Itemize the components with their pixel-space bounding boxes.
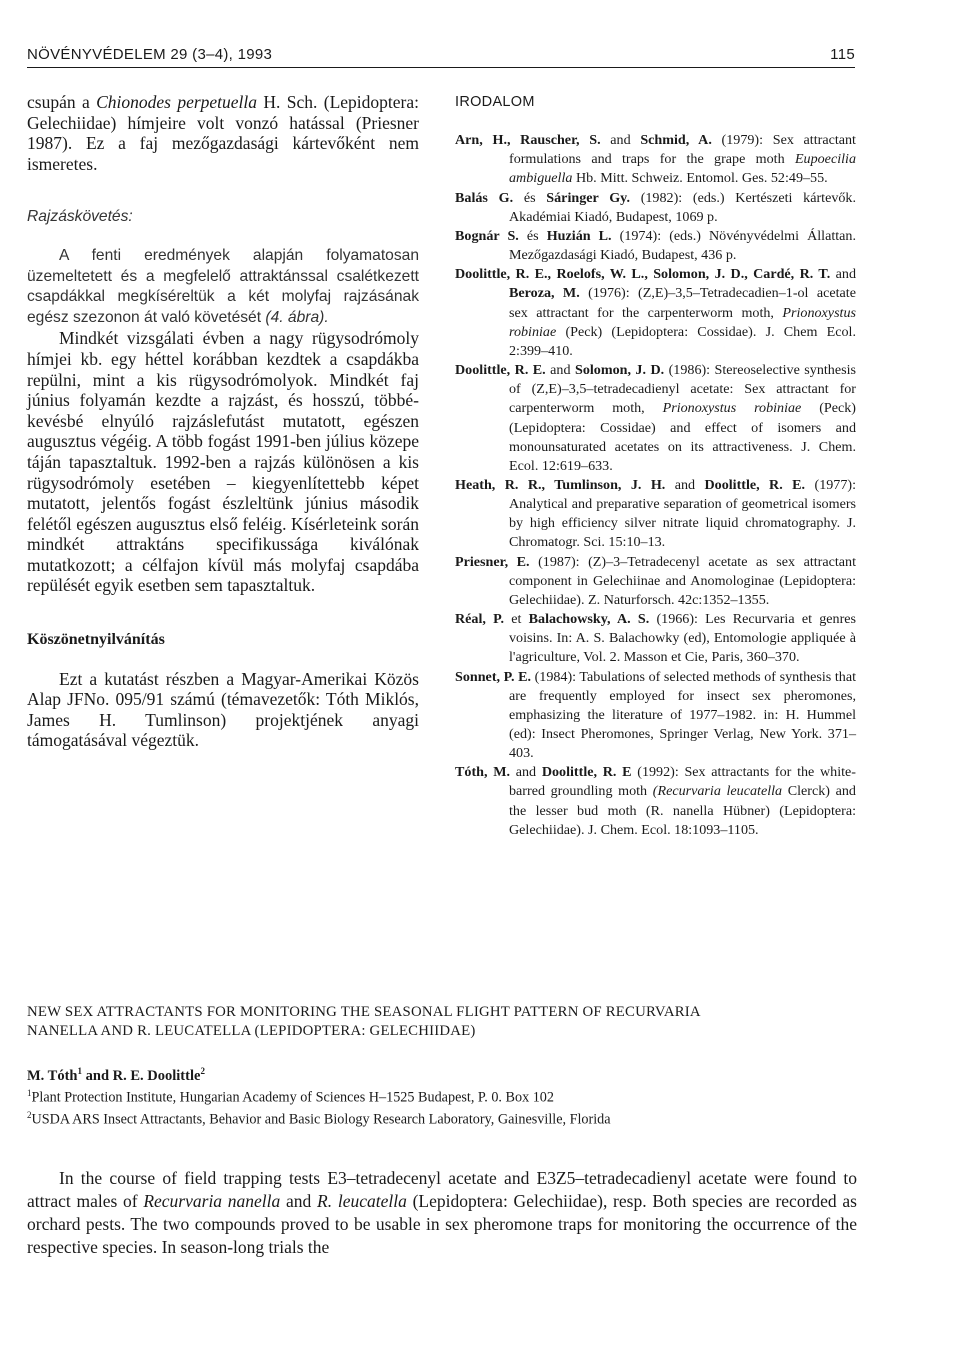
reference-text: (1992): Sex attractants for the white-barred groundling moth — [509, 764, 857, 800]
reference-text: (1974): (eds.) Növényvédelmi Állattan. Mezőgazdasági Kiadó, Budapest, 436 p. — [509, 227, 856, 264]
text-run: In the course of field trapping tests E3–tetradecenyl acetate and E3Z5–tetradecadienyl acetate were found to attract males of — [27, 1168, 857, 1212]
text-run: és — [513, 189, 547, 206]
text-run: és — [518, 227, 547, 244]
reference-authors: Huzián L. — [546, 227, 612, 244]
reference-italic: Eupoecilia ambiguella — [509, 151, 856, 187]
reference-authors: Sonnet, P. E. — [455, 668, 531, 685]
reference-item — [455, 189, 856, 227]
reference-text: (1987): (Z)–3–Tetradecenyl acetate as sex attractant component in Gelechiinae and Anomologinae (Lepidoptera: Gelechiidae). Z. Naturforsch. 42c:1352–1355. — [509, 553, 856, 608]
english-title-line: NEW SEX ATTRACTANTS FOR MONITORING THE SEASONAL FLIGHT PATTERN OF RECURVARIA — [27, 1004, 701, 1020]
references-title: IRODALOM — [455, 94, 535, 110]
reference-text: (1976): (Z,E)–3,5–Tetradecadien–1-ol acetate sex attractant for the carpenterworm moth, — [509, 285, 856, 321]
text-run: csupán a — [27, 92, 97, 112]
text-run: and — [82, 1067, 113, 1084]
page-number: 115 — [830, 46, 855, 63]
reference-item — [455, 610, 856, 667]
reference-authors: Beroza, M. — [509, 285, 580, 302]
reference-item — [455, 763, 856, 840]
affiliation-text: USDA ARS Insect Attractants, Behavior and Basic Biology Research Laboratory, Gainesville, Florida — [31, 1111, 611, 1128]
reference-authors: Balás G. — [455, 189, 514, 206]
references-column — [455, 93, 856, 840]
reference-text: (1966): Les Recurvaria et genres voisins. In: A. S. Balachowky (ed), Entomologie appliquée à l'agriculture, Vol. 2. Masson et Cie, Paris, 360–370. — [509, 611, 857, 666]
reference-authors: Réal, P. — [455, 611, 504, 628]
reference-text: Clerck) and the lesser bud moth (R. nanella Hübner) (Lepidoptera: Gelechiidae). J. Chem. Ecol. 18:1093–1105. — [509, 783, 856, 838]
author-name: R. E. Doolittle — [112, 1067, 201, 1084]
figure-reference: (4. ábra). — [265, 308, 329, 326]
paragraph-results — [27, 246, 419, 328]
reference-italic: Prionoxystus robiniae — [509, 304, 856, 340]
left-column — [27, 92, 419, 751]
reference-authors: Solomon, J. D. — [574, 362, 665, 379]
reference-italic: (Recurvaria leucatella — [652, 783, 783, 800]
acknowledgements-title: Köszönetnyilvánítás — [27, 631, 165, 649]
reference-authors: Sáringer Gy. — [546, 189, 630, 206]
reference-authors: Tóth, M. — [455, 764, 511, 781]
affiliation-2 — [27, 1107, 857, 1129]
affiliation-text: Plant Protection Institute, Hungarian Academy of Sciences H–1525 Budapest, P. 0. Box 102 — [31, 1089, 554, 1106]
text-run: A fenti eredmények alapján folyamatosan üzemeltetett és a megfelelő attraktánssal csalétkezett csapdákkal megkíséreltük a két molyfaj rajzásának egész szezonon át való követését — [27, 246, 419, 326]
reference-authors: Bognár S. — [455, 227, 519, 244]
species-name: R. leucatella — [317, 1191, 407, 1212]
reference-authors: Arn, H., Rauscher, S. — [455, 132, 601, 149]
reference-item — [455, 131, 856, 188]
section-title-rajzaskovetes: Rajzáskövetés: — [27, 208, 133, 226]
affiliation-1 — [27, 1085, 857, 1107]
reference-item — [455, 553, 856, 610]
reference-item — [455, 361, 856, 476]
reference-authors: Balachowsky, A. S. — [528, 611, 650, 628]
reference-item — [455, 476, 856, 553]
reference-authors: Priesner, E. — [455, 553, 530, 570]
species-name: Recurvaria nanella — [143, 1191, 281, 1212]
reference-text: (1984): Tabulations of selected methods of synthesis that are frequently employed for insect sex pheromones, emphasizing the literature of 1977–1982. in: H. Hummel (ed): Insect Pheromones, Springer Verlag, New York. 371–403. — [509, 668, 857, 762]
author-name: M. Tóth — [27, 1067, 78, 1084]
english-title-line: NANELLA AND R. LEUCATELLA (LEPIDOPTERA: GELECHIIDAE) — [27, 1022, 476, 1039]
reference-text: (1979): Sex attractant formulations and traps for the grape moth — [509, 132, 856, 168]
text-run: and — [280, 1191, 318, 1212]
species-name: Chionodes perpetuella — [96, 92, 258, 112]
reference-item — [455, 227, 856, 265]
affil-mark: 1 — [27, 1087, 32, 1098]
english-summary — [27, 1003, 857, 1258]
text-run: H. Sch. (Lepidoptera: Gelechiidae) hímjeire volt vonzó hatással (Priesner 1987). Ez a faj mezőgazdasági kártevőként nem ismeretes. — [27, 92, 419, 174]
reference-text: (Peck) (Lepidoptera: Cossidae). J. Chem Ecol. 2:399–410. — [509, 323, 856, 359]
reference-authors: Doolittle, R. E., Roelofs, W. L., Solomon, J. D., Cardé, R. T. — [455, 266, 831, 283]
english-title — [27, 1003, 857, 1040]
text-run: and — [545, 362, 575, 379]
text-run: and — [510, 764, 542, 781]
reference-text: Hb. Mitt. Schweiz. Entomol. Ges. 52:49–55. — [572, 170, 828, 187]
paragraph-intro — [27, 92, 419, 174]
reference-list — [455, 131, 856, 840]
author-affil-mark: 1 — [77, 1066, 82, 1076]
reference-authors: Doolittle, R. E. — [704, 476, 806, 493]
reference-text: (1977): Analytical and preparative separation of geometrical isomers by high efficiency silver nitrate liquid chromatography. J. Chromatogr. Sci. 15:10–13. — [509, 476, 856, 551]
reference-authors: Heath, R. R., Tumlinson, J. H. — [455, 476, 666, 493]
text-run: and — [665, 476, 705, 493]
text-run: et — [504, 611, 529, 628]
text-run: (Lepidoptera: Gelechiidae), resp. Both species are recorded as orchard pests. The two compounds proved to be usable in sex pheromone traps for monitoring the occurrence of the respective species. In season-long trials the — [27, 1191, 857, 1257]
header-rule — [27, 67, 855, 68]
reference-text: (Peck) (Lepidoptera: Cossidae) and effect of isomers and monounsaturated acetates on its attractiveness. J. Chem. Ecol. 12:619–633. — [509, 400, 857, 474]
text-run: and — [600, 132, 641, 149]
english-authors — [27, 1062, 857, 1085]
affil-mark: 2 — [27, 1110, 32, 1121]
reference-authors: Schmid, A. — [640, 132, 712, 149]
journal-citation: NÖVÉNYVÉDELEM 29 (3–4), 1993 — [27, 46, 273, 63]
reference-item — [455, 265, 856, 361]
reference-italic: Prionoxystus robiniae — [662, 400, 802, 417]
reference-text: (1986): Stereoselective synthesis of (Z,E)–3,5–tetradecadienyl acetate: Sex attractant for carpenterworm moth, — [509, 362, 856, 417]
reference-authors: Doolittle, R. E. — [455, 362, 546, 379]
reference-authors: Doolittle, R. E — [541, 764, 632, 781]
reference-text: (1982): (eds.) Kertészeti kártevők. Akadémiai Kiadó, Budapest, 1069 p. — [509, 189, 856, 225]
english-abstract — [27, 1167, 857, 1258]
acknowledgements-text: Ezt a kutatást részben a Magyar-Amerikai Közös Alap JFNo. 095/91 számú (témavezetők: Tóth Miklós, James H. Tumlinson) projektjének anyagi támogatásával végeztük. — [27, 668, 419, 751]
reference-item — [455, 668, 856, 764]
text-run: and — [830, 266, 857, 283]
author-affil-mark: 2 — [200, 1066, 205, 1076]
paragraph-flight: Mindkét vizsgálati évben a nagy rügysodrómoly hímjei kb. egy héttel korábban kezdtek a csapdákba repülni, mint a kis rügysodrómolyok. Mindkét faj június folyamán kezdte a rajzást, és hosszú, többé-kevésbé elnyúló rajzáslefutást mutatott, egészen augusztus végéig. A több fogást 1991-ben július közepe táján tapasztaltuk. 1992-ben a rajzás különösen a kis rügysodrómoly esetében – kiegyenlítettebb képet mutatott, jelentős fogást észleltünk június második felétől egészen augusztus első feléig. Kísérleteink során mindkét attraktáns specifikussága kiválónak mutatkozott; a célfajon kívül más molyfaj csapdába repülését egyik esetben sem tapasztaltuk. — [27, 328, 419, 596]
